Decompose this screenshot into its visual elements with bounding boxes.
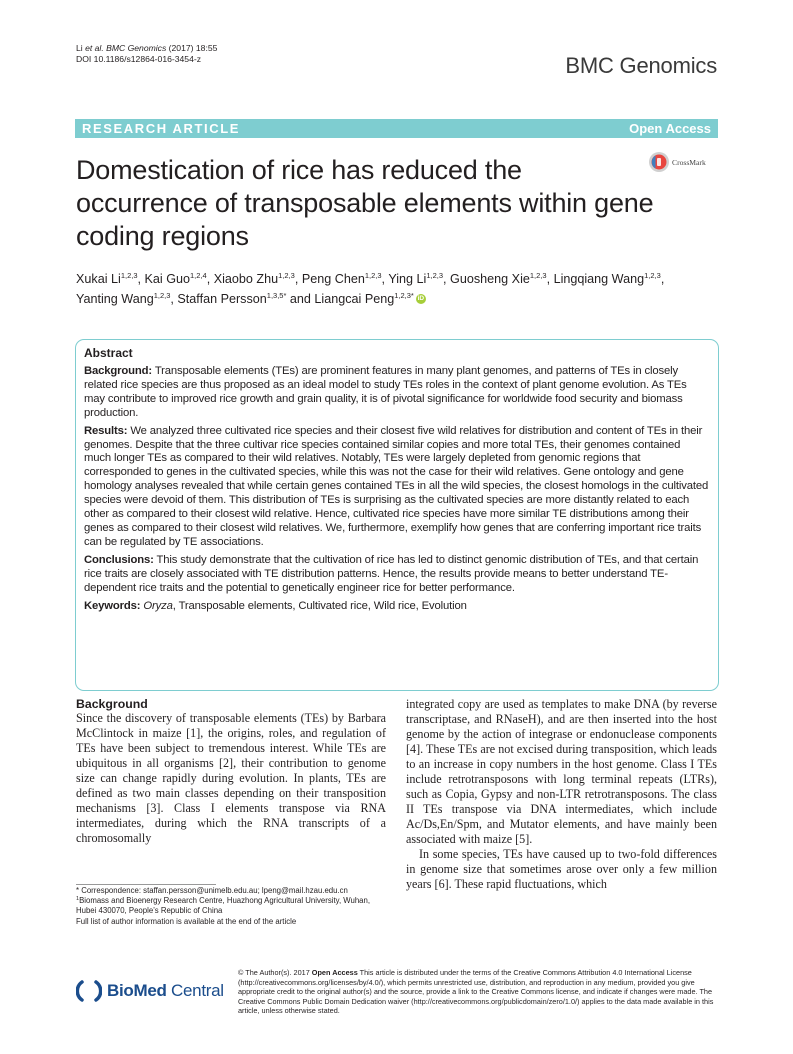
- affiliation-marker: 1: [76, 896, 80, 903]
- author-name: Kai Guo: [144, 272, 191, 286]
- author-name: Lingqiang Wang: [553, 272, 645, 286]
- keywords-label: Keywords:: [84, 599, 141, 612]
- background-label: Background:: [84, 365, 153, 377]
- article-type: RESEARCH ARTICLE: [82, 121, 241, 136]
- author-name: Xukai Li: [76, 272, 121, 286]
- author-name: Liangcai Peng: [314, 292, 395, 306]
- orcid-icon[interactable]: iD: [417, 295, 425, 302]
- abstract-heading: Abstract: [84, 346, 133, 360]
- section-heading-background: Background: [76, 697, 148, 711]
- right-column: [406, 697, 717, 892]
- keyword-oryza: Oryza: [143, 599, 173, 612]
- footnote-divider: [76, 884, 216, 885]
- logo-central: Central: [171, 981, 224, 1000]
- results-label: Results:: [84, 424, 128, 437]
- author-name: Staffan Persson: [177, 292, 267, 306]
- license-open-access: Open Access: [311, 968, 358, 977]
- full-list-note: Full list of author information is available at the end of the article: [76, 916, 297, 926]
- keywords-text: , Transposable elements, Cultivated rice, Wild rice, Evolution: [172, 599, 467, 612]
- crossmark-badge[interactable]: [648, 151, 706, 173]
- author-affiliation: 1,2,4: [190, 271, 207, 280]
- author-affiliation: 1,2,3: [364, 271, 382, 280]
- author-name: Yanting Wang: [76, 292, 154, 306]
- author-affiliation: 1,2,3*: [394, 291, 414, 300]
- citation-journal: et al. BMC Genomics: [85, 43, 167, 53]
- author-affiliation: 1,2,3: [529, 271, 547, 280]
- citation: [76, 43, 217, 65]
- abstract-background: [84, 365, 710, 421]
- keywords: [84, 600, 710, 614]
- author-name: Xiaobo Zhu: [213, 272, 279, 286]
- body-paragraph-1: Since the discovery of transposable elements (TEs) by Barbara McClintock in maize [1], the origins, roles, and regulation of TEs have been subject to tremendous interest. While TEs are ubiquitous in all organisms [2], their contribution to genome size can change rapidly during evolution. In plants, TEs are defined as two main classes depending on their transposition mechanisms [3]. Class I elements transpose via RNA intermediates, during which the RNA transcripts of a chromosomally: [76, 711, 386, 845]
- biomed-central-icon: [76, 978, 102, 1004]
- body-paragraph-2: integrated copy are used as templates to make DNA (by reverse transcriptase, and RNaseH), and are then inserted into the host genome by the action of integrase or endonuclease components [4]. These TEs are not excised during transposition, which leads to an increase in copy numbers in the host genome. Class I TEs include retrotransposons with long terminal repeats (LTRs), such as Copia, Gypsy and non-LTR retrotransposons. The class II TEs transpose via DNA intermediates, which include Ac/Ds,En/Spm, and Mutator elements, and have mainly been associated with maize [5].: [406, 697, 717, 846]
- citation-authors: Li: [76, 43, 86, 53]
- author-affiliation: 1,2,3: [153, 291, 171, 300]
- correspondence: * Correspondence: staffan.persson@unimelb.edu.au; lpeng@mail.hzau.edu.cn: [76, 886, 348, 895]
- author-affiliation: 1,2,3: [120, 271, 138, 280]
- author-affiliation: 1,3,5*: [266, 291, 287, 300]
- author-affiliation: 1,2,3: [278, 271, 295, 280]
- abstract-box: [75, 339, 719, 691]
- article-type-banner: [75, 119, 718, 138]
- abstract-conclusions: [84, 554, 710, 596]
- logo-biomed: BioMed: [107, 981, 167, 1000]
- footnotes: [76, 886, 391, 927]
- results-text: We analyzed three cultivated rice species and their closest five wild relatives for distribution and content of TEs in their genomes. Despite that the three cultivar rice species contained similar copies and more total TEs, their genomes contained much longer TEs as compared to their wild relatives. Notably, TEs were largely depleted from genomic regions that corresponded to genes in the cultivated species, while this was not the case for their wild relatives. Gene ontology and gene homology analyses revealed that while certain genes contained TEs in all the wild species, the closest homologs in the cultivated species were devoid of them. This distribution of TEs is surprising as the cultivated species are more distantly related to each other as compared to their closest wild relative. Hence, cultivated rice species have more similar TE distributions among their genes as compared to their closest wild relatives. We, furthermore, exemplify how genes that are conferring important rice traits can be regulated by TE associations.: [84, 424, 709, 548]
- journal-name: BMC Genomics: [565, 53, 717, 78]
- author-list: Xukai Li$^{1,2,3}$, Kai Guo$^{1,2,4}$, Xiaobo Zhu$^{1,2,3}$, Peng Chen$^{1,2,3}$, Ying Li$^{1,2,3}$, Guosheng Xie$^{1,2,3}$, Lingqiang Wang$^{1,2,3}$, Yanting Wang$^{1,2,3}$, Staffan Persson$^{1,3,5*}$ and Liangcai Peng$^{1,2,3*}$ iD: [76, 271, 665, 306]
- author-name: Peng Chen: [301, 272, 365, 286]
- affiliation-text: Biomass and Bioenergy Research Centre, Huazhong Agricultural University, Wuhan, Hubei 430070, People’s Republic of China: [76, 896, 371, 916]
- author-affiliation: 1,2,3: [644, 271, 661, 280]
- open-access-label: Open Access: [629, 121, 711, 136]
- license-prefix: © The Author(s). 2017: [238, 968, 312, 977]
- affiliation: [76, 896, 391, 916]
- left-column: [76, 697, 386, 846]
- author-name: Guosheng Xie: [450, 272, 530, 286]
- abstract-results: [84, 425, 710, 550]
- crossmark-label: CrossMark: [672, 157, 706, 167]
- doi: DOI 10.1186/s12864-016-3454-z: [76, 54, 202, 64]
- article-title: Domestication of rice has reduced the occurrence of transposable elements within gene coding regions: [76, 155, 654, 251]
- author-affiliation: 1,2,3: [426, 271, 444, 280]
- license-text: [238, 968, 718, 1016]
- biomed-central-logo: [76, 978, 224, 1004]
- background-text: Transposable elements (TEs) are prominent features in many plant genomes, and patterns of TEs in closely related rice species are thus proposed as an ideal model to study TEs roles in the context of plant genome evolution. As TEs may contribute to improved rice growth and grain quality, it is of pivotal significance for worldwide food security and biomass production.: [84, 365, 687, 419]
- conclusions-text: This study demonstrate that the cultivation of rice has led to distinct genomic distribution of TEs, and that certain rice traits are closely associated with TE distribution patterns. Hence, the results provide means to better understand TE-dependent rice traits and the potential to genetically engineer rice for better performance.: [84, 553, 699, 594]
- citation-year: (2017) 18:55: [166, 43, 218, 53]
- conclusions-label: Conclusions:: [84, 553, 154, 566]
- license-body: This article is distributed under the terms of the Creative Commons Attribution 4.0 International License (http://creativecommons.org/licenses/by/4.0/), which permits unrestricted use, distribution, and reproduction in any medium, provided you give appropriate credit to the original author(s) and the source, provide a link to the Creative Commons license, and indicate if changes were made. The Creative Commons Public Domain Dedication waiver (http://creativecommons.org/publicdomain/zero/1.0/) applies to the data made available in this article, unless otherwise stated.: [238, 968, 714, 1016]
- body-paragraph-3: In some species, TEs have caused up to two-fold differences in genome size that sometimes arose over only a few million years [6]. These rapid fluctuations, which: [406, 847, 717, 891]
- author-name: Ying Li: [388, 272, 427, 286]
